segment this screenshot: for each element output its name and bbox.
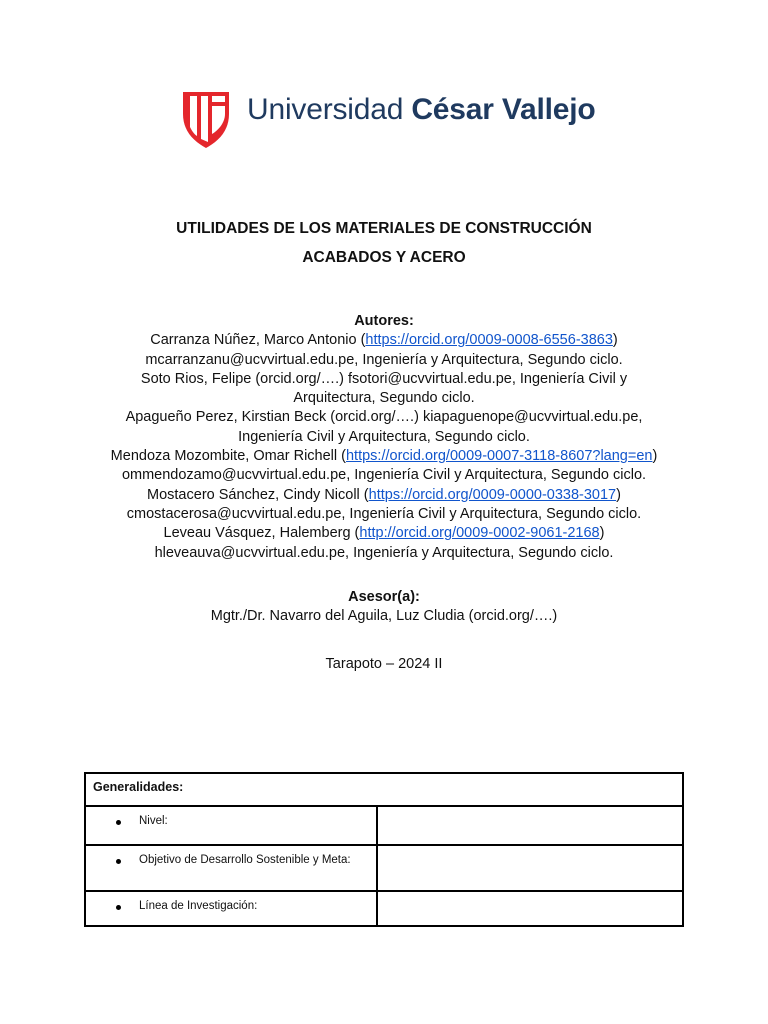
author-line: Mostacero Sánchez, Cindy Nicoll (https://orcid.org/0009-0000-0338-3017) bbox=[147, 486, 621, 503]
advisor-name: Mgtr./Dr. Navarro del Aguila, Luz Cludia (orcid.org/….) bbox=[210, 608, 558, 625]
table-row-label: Nivel: bbox=[85, 806, 377, 845]
author-line: Ingeniería Civil y Arquitectura, Segundo ciclo. bbox=[238, 428, 530, 445]
orcid-link[interactable]: http://orcid.org/0009-0002-9061-2168 bbox=[359, 525, 600, 542]
shield-logo-icon bbox=[181, 92, 231, 148]
table-row-value[interactable] bbox=[377, 806, 683, 845]
advisor-section bbox=[40, 588, 728, 627]
generalidades-heading: Generalidades: bbox=[85, 773, 683, 806]
table-row-label: Objetivo de Desarrollo Sostenible y Meta: bbox=[85, 845, 377, 891]
author-line: cmostacerosa@ucvvirtual.edu.pe, Ingeniería Civil y Arquitectura, Segundo ciclo. bbox=[126, 505, 642, 522]
author-line: Carranza Núñez, Marco Antonio (https://orcid.org/0009-0008-6556-3863) bbox=[150, 332, 618, 349]
table-row-label: Línea de Investigación: bbox=[85, 891, 377, 926]
orcid-link[interactable]: https://orcid.org/0009-0008-6556-3863 bbox=[365, 332, 613, 349]
table-row-value[interactable] bbox=[377, 845, 683, 891]
bullet-icon bbox=[116, 905, 121, 910]
author-line: ommendozamo@ucvvirtual.edu.pe, Ingeniería Civil y Arquitectura, Segundo ciclo. bbox=[121, 467, 647, 484]
author-line: hleveauva@ucvvirtual.edu.pe, Ingeniería y Arquitectura, Segundo ciclo. bbox=[154, 544, 614, 561]
generalidades-table bbox=[84, 772, 684, 927]
bullet-icon bbox=[116, 859, 121, 864]
document-title-line-1: UTILIDADES DE LOS MATERIALES DE CONSTRUCCIÓN bbox=[176, 220, 592, 237]
author-line: mcarranzanu@ucvvirtual.edu.pe, Ingeniería y Arquitectura, Segundo ciclo. bbox=[145, 351, 623, 368]
author-line: Mendoza Mozombite, Omar Richell (https://orcid.org/0009-0007-3118-8607?lang=en) bbox=[110, 448, 658, 465]
authors-heading: Autores: bbox=[354, 313, 414, 329]
author-line: Apagueño Perez, Kirstian Beck (orcid.org/….) kiapaguenope@ucvvirtual.edu.pe, bbox=[125, 409, 643, 426]
table-row-value[interactable] bbox=[377, 891, 683, 926]
author-line: Leveau Vásquez, Halemberg (http://orcid.org/0009-0002-9061-2168) bbox=[163, 525, 605, 542]
bullet-icon bbox=[116, 820, 121, 825]
authors-section bbox=[40, 312, 728, 563]
author-line: Soto Rios, Felipe (orcid.org/….) fsotori@ucvvirtual.edu.pe, Ingeniería Civil y bbox=[140, 370, 628, 387]
place-date: Tarapoto – 2024 II bbox=[325, 656, 443, 672]
orcid-link[interactable]: https://orcid.org/0009-0007-3118-8607?lang=en bbox=[345, 448, 653, 465]
university-logo bbox=[181, 90, 601, 150]
orcid-link[interactable]: https://orcid.org/0009-0000-0338-3017 bbox=[368, 486, 617, 503]
document-title-line-2: ACABADOS Y ACERO bbox=[302, 249, 466, 266]
author-line: Arquitectura, Segundo ciclo. bbox=[293, 390, 475, 407]
advisor-heading: Asesor(a): bbox=[348, 589, 420, 605]
logo-wordmark: Universidad César Vallejo bbox=[247, 93, 596, 126]
